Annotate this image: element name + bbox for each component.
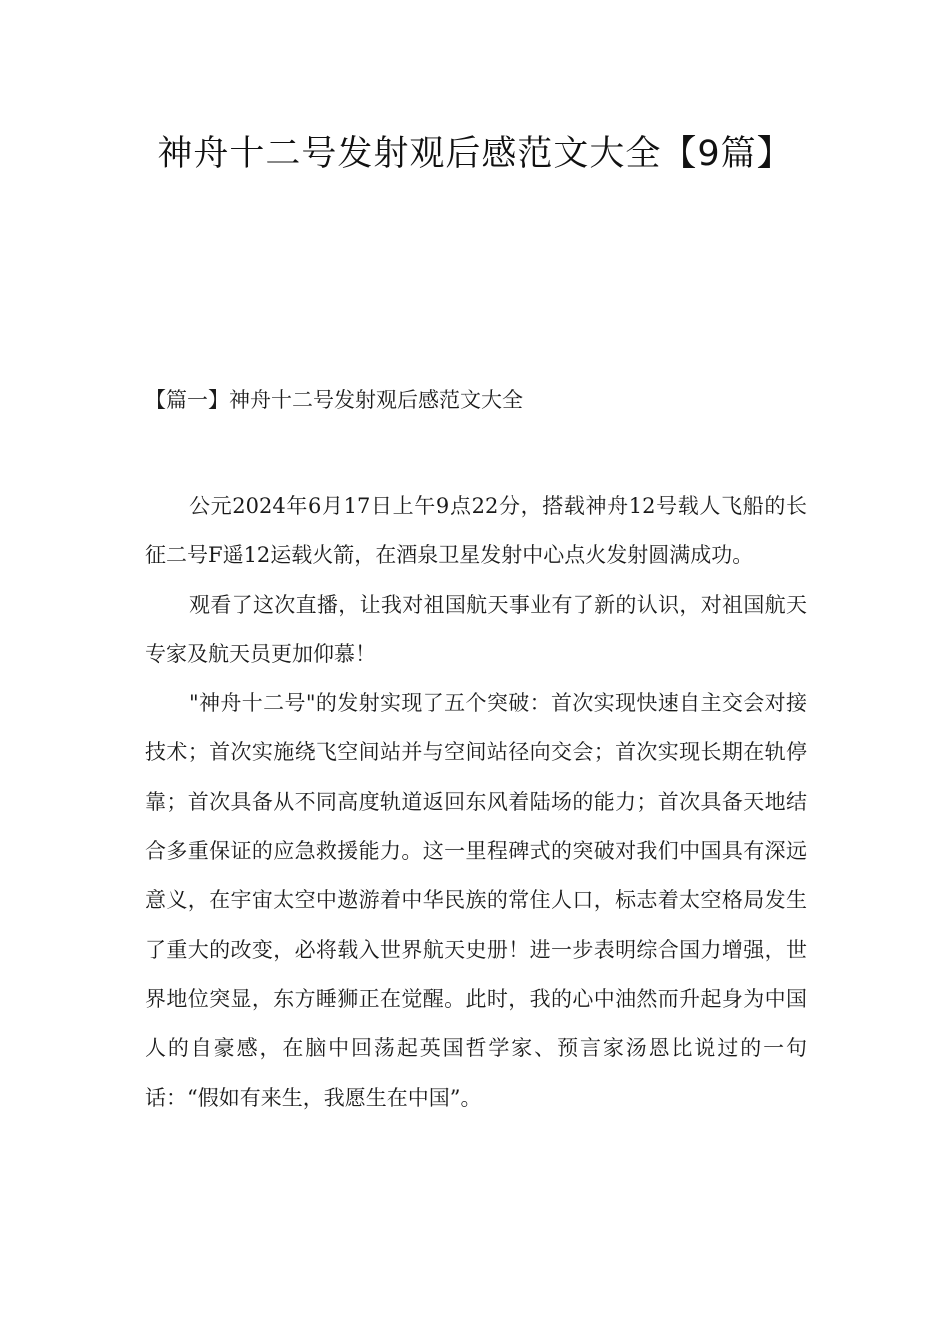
paragraph-3: "神舟十二号"的发射实现了五个突破：首次实现快速自主交会对接技术；首次实施绕飞空间站并与空间站径向交会；首次实现长期在轨停靠；首次具备从不同高度轨道返回东风着陆场的能力；首次具备天地结合多重保证的应急救援能力。这一里程碑式的突破对我们中国具有深远意义，在宇宙太空中遨游着中华民族的常住人口，标志着太空格局发生了重大的改变，必将载入世界航天史册！进一步表明综合国力增强，世界地位突显，东方睡狮正在觉醒。此时，我的心中油然而升起身为中国人的自豪感，在脑中回荡起英国哲学家、预言家汤恩比说过的一句话：“假如有来生，我愿生在中国”。 xyxy=(145,691,807,1110)
document-title: 神舟十二号发射观后感范文大全【9篇】 xyxy=(157,134,793,174)
paragraph-2: 观看了这次直播，让我对祖国航天事业有了新的认识，对祖国航天专家及航天员更加仰慕！ xyxy=(145,592,807,666)
paragraph-1: 公元2024年6月17日上午9点22分，搭载神舟12号载人飞船的长征二号F遥12运载火箭，在酒泉卫星发射中心点火发射圆满成功。 xyxy=(145,494,807,568)
document-body xyxy=(145,482,807,1123)
section-heading: 【篇一】神舟十二号发射观后感范文大全 xyxy=(145,388,523,412)
